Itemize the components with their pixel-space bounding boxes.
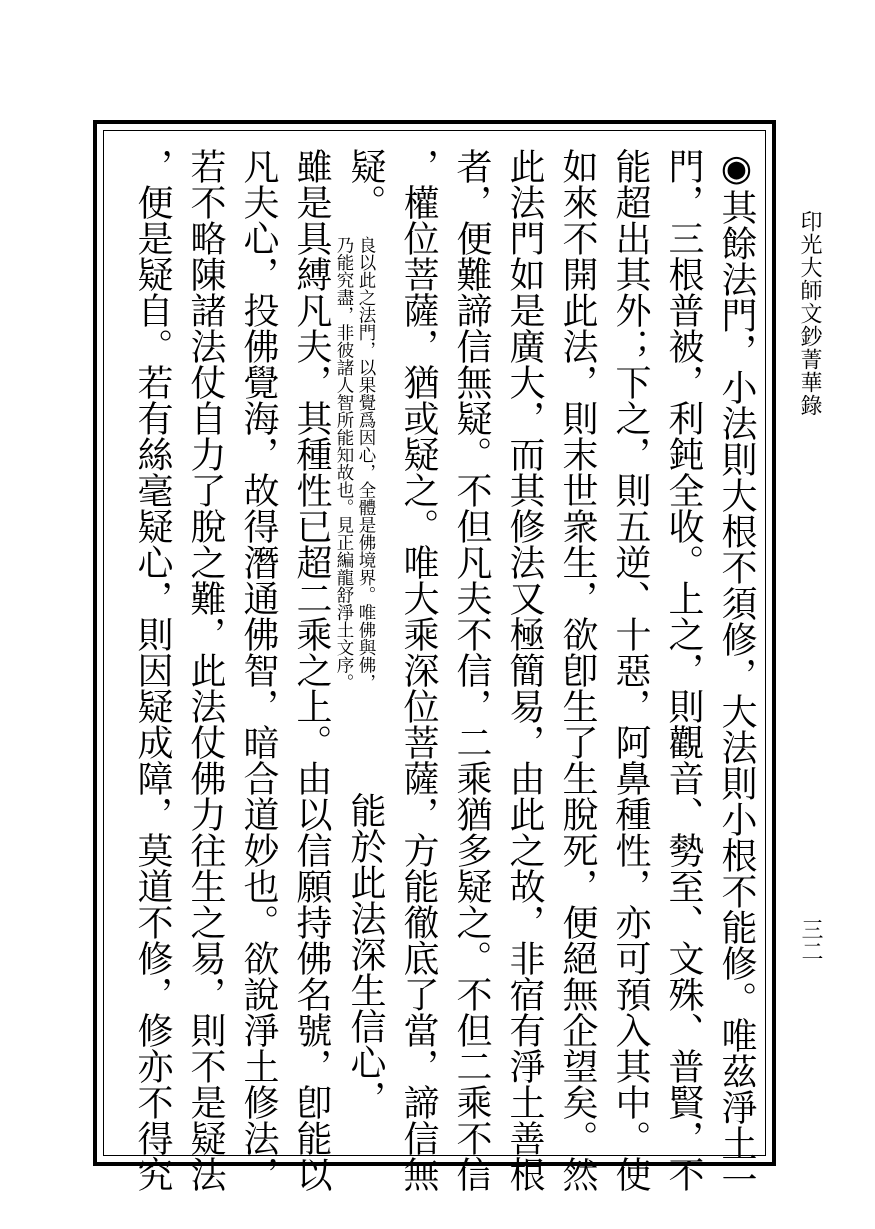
text-column-3: 能超出其外；下之，則五逆、十惡，阿鼻種性，亦可預入其中。使 (610, 148, 651, 1192)
page-number: 三二 (798, 918, 823, 962)
text-column-12: ，便是疑自。若有絲毫疑心，則因疑成障，莫道不修，修亦不得究 (132, 148, 173, 1192)
text-column-6: 者，便難諦信無疑。不但凡夫不信，二乘猶多疑之。不但二乘不信 (451, 148, 492, 1192)
text-column-1: ◉其餘法門，小法則大根不須修，大法則小根不能修。唯茲淨土一 (716, 148, 757, 1197)
text-column-2: 門，三根普被，利鈍全收。上之，則觀音、勢至、文殊、普賢，不 (663, 148, 704, 1192)
annotation-left: 乃能究盡，非彼諸人智所能知故也。見正編龍舒淨土文序。 (334, 236, 354, 691)
text-column-8-end: 能於此法深生信心， (345, 792, 386, 1116)
text-column-7: ，權位菩薩，猶或疑之。唯大乘深位菩薩，方能徹底了當，諦信無 (398, 148, 439, 1192)
text-column-4: 如來不開此法，則末世衆生，欲卽生了生脫死，便絕無企望矣。然 (557, 148, 598, 1192)
text-column-5: 此法門如是廣大，而其修法又極簡易，由此之故，非宿有淨土善根 (504, 148, 545, 1192)
text-column-9: 雖是具縛凡夫，其種性已超二乘之上。由以信願持佛名號，卽能以 (291, 148, 332, 1192)
text-column-11: 若不略陳諸法仗自力了脫之難，此法仗佛力往生之易，則不是疑法 (185, 148, 226, 1192)
annotation-right: 良以此之法門，以果覺爲因心，全體是佛境界。唯佛與佛， (356, 236, 376, 691)
text-column-8-start: 疑。 (345, 148, 386, 220)
running-title: 印光大師文鈔菁華錄 (797, 210, 822, 417)
text-column-10: 凡夫心，投佛覺海，故得潛通佛智，暗合道妙也。欲說淨土修法， (238, 148, 279, 1192)
